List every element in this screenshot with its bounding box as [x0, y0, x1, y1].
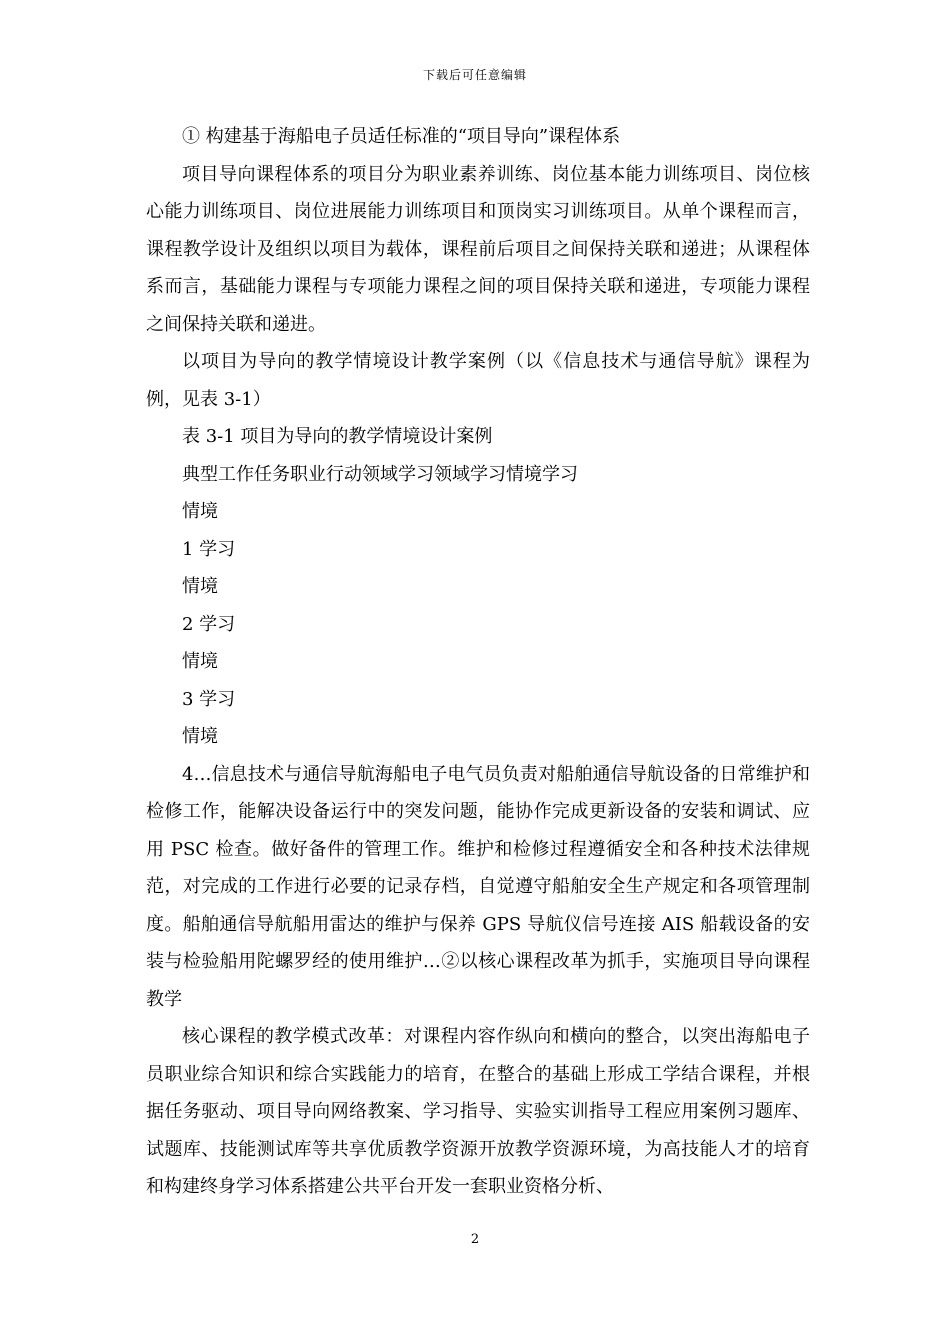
table-line: 情境 [182, 651, 218, 672]
paragraph-heading-1: ① 构建基于海船电子员适任标准的“项目导向”课程体系 [182, 126, 621, 147]
table-line: 情境 [182, 576, 218, 597]
table-line: 1 学习 [182, 538, 236, 560]
document-body [146, 118, 810, 1206]
table-caption: 表 3-1 项目为导向的教学情境设计案例 [182, 426, 493, 447]
paragraph-core-course-reform: 核心课程的教学模式改革：对课程内容作纵向和横向的整合，以突出海船电子员职业综合知识和综合实践能力的培育，在整合的基础上形成工学结合课程，并根据任务驱动、项目导向网络教案、学习指导、实验实训指导工程应用案例习题库、试题库、技能测试库等共享优质教学资源开放教学资源环境，为高技能人才的培育和构建终身学习体系搭建公共平台开发一套职业资格分析、 [146, 1026, 810, 1197]
page-header-note: 下载后可任意编辑 [422, 68, 527, 82]
table-line: 情境 [182, 501, 218, 522]
paragraph-curriculum-system: 项目导向课程体系的项目分为职业素养训练、岗位基本能力训练项目、岗位核心能力训练项目、岗位进展能力训练项目和顶岗实习训练项目。从单个课程而言，课程教学设计及组织以项目为载体，课程前后项目之间保持关联和递进；从课程体系而言，基础能力课程与专项能力课程之间的项目保持关联和递进，专项能力课程之间保持关联和递进。 [146, 163, 810, 335]
table-line: 情境 [182, 726, 218, 747]
paragraph-table-content: 4…信息技术与通信导航海船电子电气员负责对船舶通信导航设备的日常维护和检修工作，能解决设备运行中的突发问题，能协作完成更新设备的安装和调试、应用 PSC 检查。做好备件的管理工作。维护和检修过程遵循安全和各种技术法律规范，对完成的工作进行必要的记录存档，自觉遵守船舶安全生产规定和各项管理制度。船舶通信导航船用雷达的维护与保养 GPS 导航仪信号连接 AIS 船载设备的安装与检验船用陀螺罗经的使用维护…②以核心课程改革为抓手，实施项目导向课程教学 [146, 763, 810, 1010]
table-header-line: 典型工作任务职业行动领域学习领域学习情境学习 [182, 463, 578, 485]
paragraph-case-intro: 以项目为导向的教学情境设计教学案例（以《信息技术与通信导航》课程为例，见表 3-1） [146, 351, 810, 410]
table-line: 3 学习 [182, 688, 236, 710]
page-number: 2 [470, 1232, 480, 1247]
table-line: 2 学习 [182, 613, 236, 635]
